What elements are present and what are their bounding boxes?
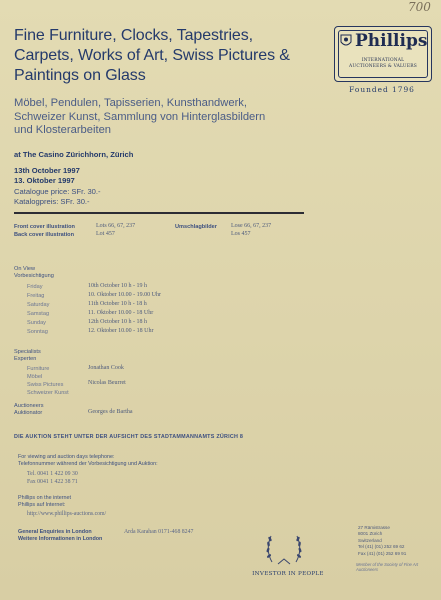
handwritten-number: 700 (408, 0, 431, 14)
on-view-day: Sonntag (27, 329, 48, 335)
on-view-day: Saturday (27, 302, 50, 308)
divider-rule (14, 212, 304, 214)
title-line: Carpets, Works of Art, Swiss Pictures & (14, 47, 290, 64)
catalogue-title (14, 26, 319, 86)
umschlagbilder-value-1: Lose 66, 67, 237 (231, 223, 272, 229)
specialist-field: Swiss Pictures (27, 382, 64, 388)
on-view-time: 12. Oktober 10.00 - 18 Uhr (88, 328, 154, 334)
address-line: Switzerland (358, 537, 382, 543)
address-line: 8001 Zürich (358, 531, 383, 537)
auctioneers-label-de: Auktionator (14, 410, 43, 416)
specialists-section (14, 349, 41, 363)
investor-in-people-text: INVESTOR IN PEOPLE (252, 571, 324, 577)
umschlagbilder-value-2: Los 457 (231, 231, 251, 237)
auctioneers-section (14, 403, 44, 417)
on-view-section (14, 266, 54, 280)
catalogue-price (14, 187, 101, 206)
enquiries-block (18, 529, 102, 543)
address-line: Tel (41) (01) 252 69 62 (358, 544, 405, 550)
internet-line-de: Phillips auf Internet: (18, 502, 66, 508)
website-url[interactable]: http://www.phillips-auctions.com/ (27, 511, 107, 517)
supervision-note: DIE AUKTION STEHT UNTER DER AUFSICHT DES STADTAMMANNAMTS ZÜRICH 8 (14, 434, 244, 440)
logo-line-1: INTERNATIONAL (361, 58, 405, 63)
auction-date-de: 13. Oktober 1997 (14, 175, 75, 185)
specialist-name: Jonathan Cook (88, 365, 124, 371)
price-de: Katalogpreis: SFr. 30.- (14, 196, 90, 206)
address-line: Fax (41) (01) 252 69 91 (358, 550, 407, 556)
telephone-block (18, 454, 158, 468)
on-view-day: Friday (27, 284, 43, 290)
specialist-field: Möbel (27, 374, 43, 380)
phillips-logo (334, 26, 432, 82)
logo-line-2: AUCTIONEERS & VALUERS (349, 64, 417, 69)
founded-text: Founded 1796 (349, 85, 415, 94)
on-view-label-en: On View (14, 266, 36, 272)
on-view-label-de: Vorbesichtigung (14, 273, 54, 279)
on-view-time: 11th October 10 h - 18 h (88, 301, 147, 307)
title-line: Paintings on Glass (14, 67, 146, 84)
on-view-time: 11. Oktober 10.00 - 18 Uhr (88, 310, 154, 316)
auction-date-en: 13th October 1997 (14, 166, 80, 175)
on-view-day: Sunday (27, 320, 46, 326)
catalogue-subtitle-german (14, 97, 324, 138)
on-view-time: 10. Oktober 10.00 - 19.00 Uhr (88, 292, 161, 298)
specialist-name: Nicolas Beurret (88, 380, 126, 386)
telephone-line-en: For viewing and auction days telephone: (18, 454, 115, 460)
on-view-day: Samstag (27, 311, 50, 317)
crest-icon (339, 33, 353, 49)
enquiries-line-de: Weitere Informationen in London (18, 536, 103, 542)
logo-wordmark: Phillips (355, 31, 428, 51)
fax-number: Fax 0041 1 422 38 71 (27, 479, 78, 485)
on-view-time: 10th October 10 h - 19 h (88, 283, 147, 289)
auctioneer-name: Georges de Bartha (88, 409, 133, 415)
subtitle-line: und Klosterarbeiten (14, 124, 112, 136)
specialist-field: Schweizer Kunst (27, 390, 69, 396)
specialist-field: Furniture (27, 366, 50, 372)
address-line: 27 Rämistrasse (358, 525, 390, 530)
title-line: Fine Furniture, Clocks, Tapestries, (14, 27, 253, 44)
internet-line-en: Phillips on the internet (18, 495, 72, 501)
venue: at The Casino Zürichhorn, Zürich (14, 150, 134, 159)
front-cover-value: Lots 66, 67, 237 (96, 223, 136, 229)
telephone-number: Tel. 0041 1 422 09 30 (27, 471, 78, 477)
on-view-time: 12th October 10 h - 18 h (88, 319, 147, 325)
subtitle-line: Möbel, Pendulen, Tapisserien, Kunsthandwerk, (14, 97, 248, 109)
internet-block (18, 495, 71, 509)
investor-in-people-wreath-icon (262, 528, 306, 568)
enquiries-contact: Arda Karahan 0171-468 8247 (124, 529, 194, 535)
specialists-label-de: Experten (14, 356, 37, 362)
telephone-line-de: Telefonnummer während der Vorbesichtigung und Auktion: (18, 461, 158, 467)
on-view-day: Freitag (27, 293, 45, 299)
zurich-address (358, 525, 406, 557)
back-cover-value: Lot 457 (96, 231, 115, 237)
front-cover-label: Front cover illustration (14, 224, 75, 230)
price-en: Catalogue price: SFr. 30.- (14, 187, 101, 196)
back-cover-label: Back cover illustration (14, 232, 74, 238)
enquiries-line-en: General Enquiries in London (18, 529, 92, 535)
auctioneers-label-en: Auctioneers (14, 403, 44, 409)
subtitle-line: Schweizer Kunst, Sammlung von Hinterglasbildern (14, 110, 266, 123)
member-society-note: Member of the Society of Fine Art Auctioneers (356, 562, 419, 572)
specialists-label-en: Specialists (14, 349, 41, 355)
umschlagbilder-label: Umschlagbilder (175, 224, 217, 230)
auction-dates (14, 166, 80, 185)
